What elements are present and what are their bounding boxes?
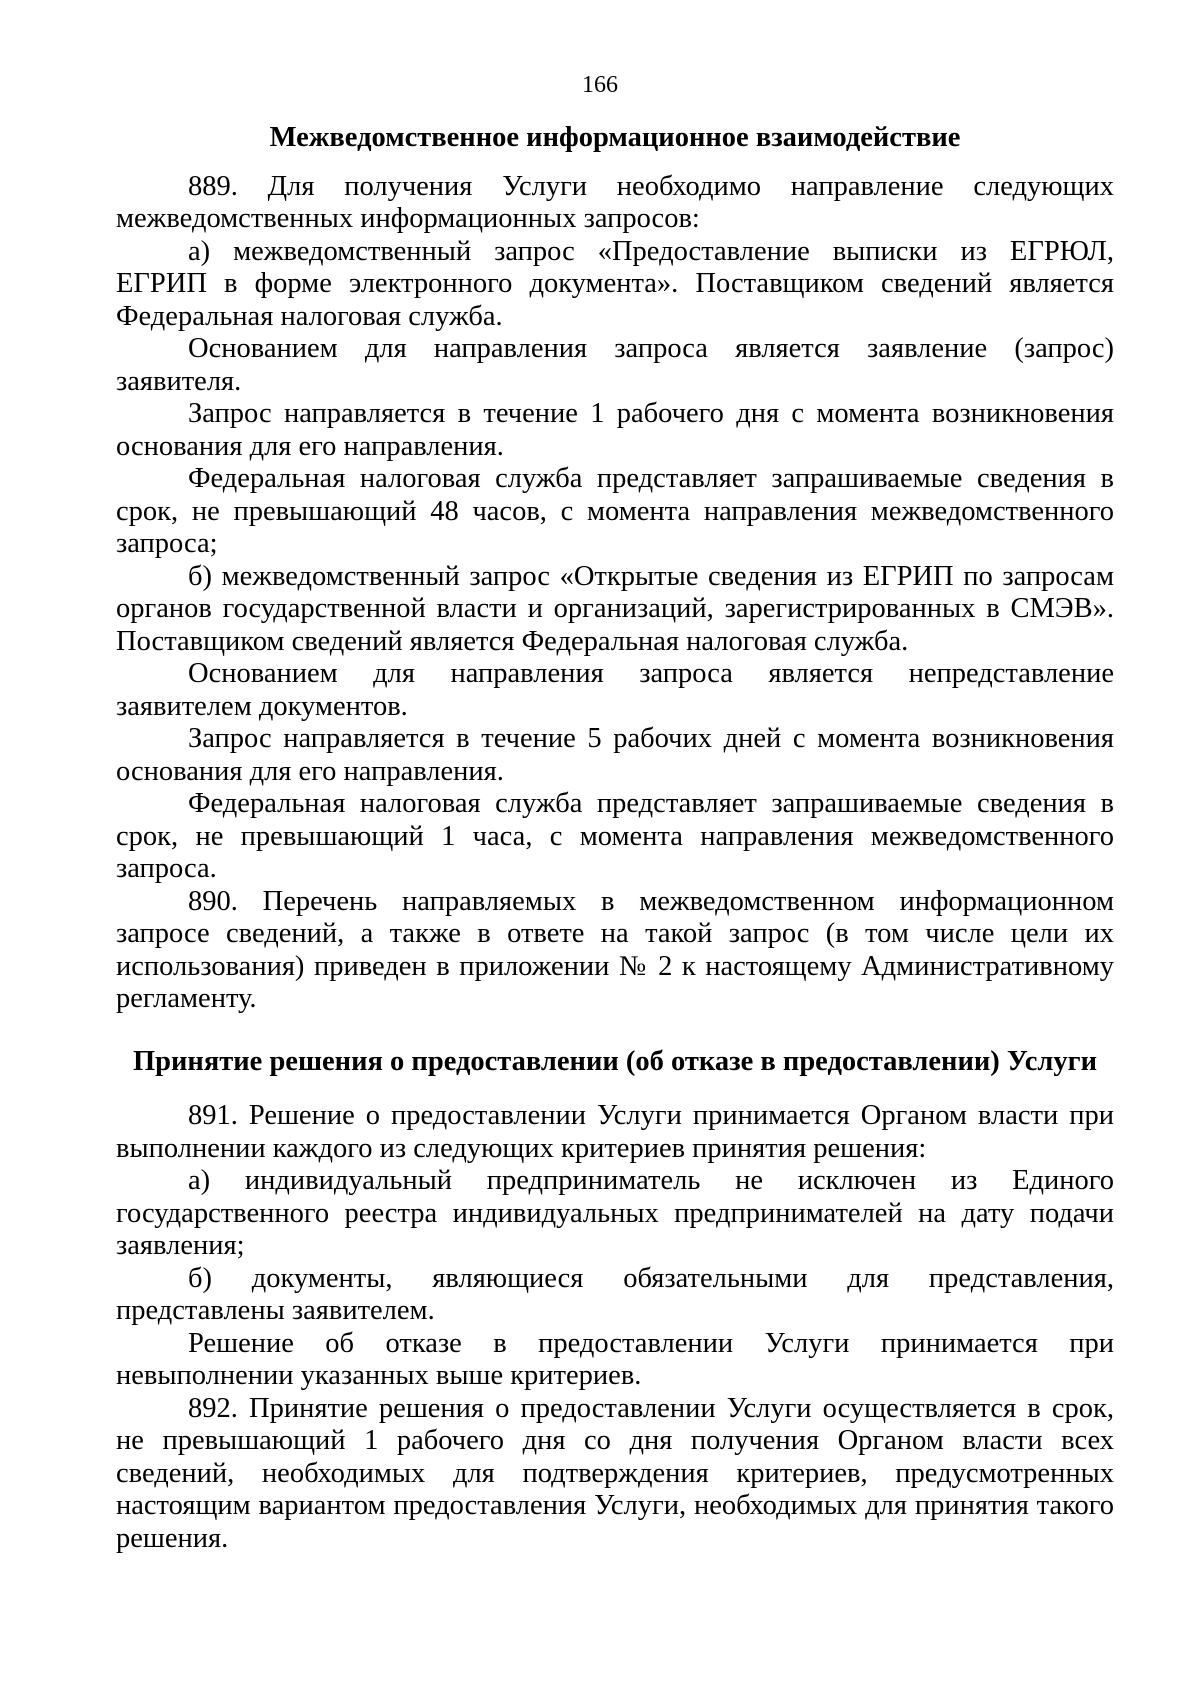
paragraph-889: 889. Для получения Услуги необходимо направление следующих межведомственных информационных запросов: xyxy=(116,170,1114,234)
paragraph-889-a: а) межведомственный запрос «Предоставление выписки из ЕГРЮЛ, ЕГРИП в форме электронного документа». Поставщиком сведений является Федеральная налоговая служба. xyxy=(116,235,1114,332)
paragraph-response-a: Федеральная налоговая служба представляет запрашиваемые сведения в срок, не превышающий 48 часов, с момента направления межведомственного запроса; xyxy=(116,463,1114,559)
paragraph-refusal: Решение об отказе в предоставлении Услуги принимается при невыполнении указанных выше критериев. xyxy=(116,1327,1114,1391)
page-number: 166 xyxy=(582,72,618,98)
paragraph-response-b: Федеральная налоговая служба представляет запрашиваемые сведения в срок, не превышающий 1 часа, с момента направления межведомственного запроса. xyxy=(116,788,1114,884)
paragraph-891-a: а) индивидуальный предприниматель не исключен из Единого государственного реестра индивидуальных предпринимателей на дату подачи заявления; xyxy=(116,1165,1114,1261)
paragraph-basis-a: Основанием для направления запроса является заявление (запрос) заявителя. xyxy=(116,333,1114,397)
section-heading-interagency: Межведомственное информационное взаимодействие xyxy=(269,122,961,153)
paragraph-timing-a: Запрос направляется в течение 1 рабочего дня с момента возникновения основания для его направления. xyxy=(116,398,1114,462)
paragraph-basis-b: Основанием для направления запроса является непредставление заявителем документов. xyxy=(116,658,1114,722)
section-heading-decision: Принятие решения о предоставлении (об отказе в предоставлении) Услуги xyxy=(132,1045,1097,1077)
paragraph-timing-b: Запрос направляется в течение 5 рабочих дней с момента возникновения основания для его направления. xyxy=(116,723,1114,787)
paragraph-892: 892. Принятие решения о предоставлении Услуги осуществляется в срок, не превышающий 1 рабочего дня со дня получения Органом власти всех сведений, необходимых для подтверждения критериев, предусмотренных настоящим вариантом предоставления Услуги, необходимых для принятия такого решения. xyxy=(116,1392,1114,1554)
page-content xyxy=(116,122,1114,1555)
paragraph-889-b: б) межведомственный запрос «Открытые сведения из ЕГРИП по запросам органов государственной власти и организаций, зарегистрированных в СМЭВ». Поставщиком сведений является Федеральная налоговая служба. xyxy=(116,560,1114,657)
paragraph-891: 891. Решение о предоставлении Услуги принимается Органом власти при выполнении каждого из следующих критериев принятия решения: xyxy=(116,1100,1114,1164)
paragraph-891-b: б) документы, являющиеся обязательными для представления, представлены заявителем. xyxy=(116,1262,1114,1326)
paragraph-890: 890. Перечень направляемых в межведомственном информационном запросе сведений, а также в ответе на такой запрос (в том числе цели их использования) приведен в приложении № 2 к настоящему Административному регламенту. xyxy=(116,885,1114,1014)
